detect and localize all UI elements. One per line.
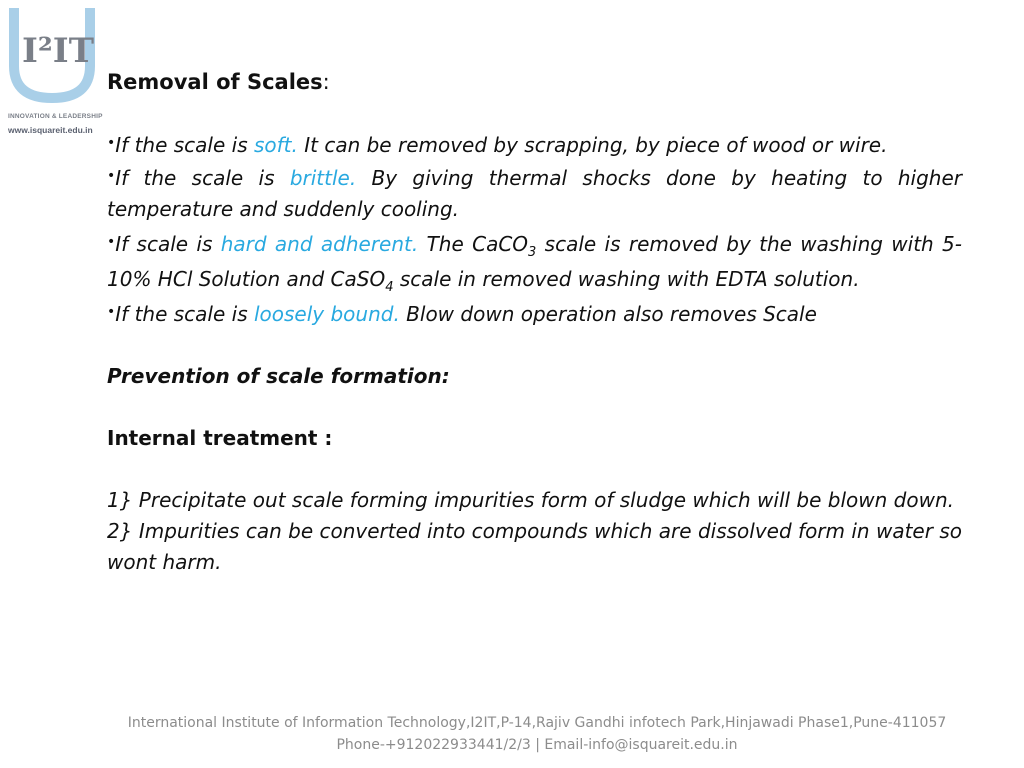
slide-title: [107, 66, 962, 98]
highlight-soft: soft.: [253, 133, 298, 157]
logo-url: www.isquareit.edu.in: [8, 125, 93, 135]
footer-address: International Institute of Information Technology,I2IT,P-14,Rajiv Gandhi infotech Park,Hinjawadi Phase1,Pune-411057: [127, 715, 947, 731]
bullet-soft: •If the scale is soft. It can be removed by scrapping, by piece of wood or wire.: [107, 133, 888, 157]
slide-title-text: Removal of Scales: [107, 70, 323, 94]
point-1: 1} Precipitate out scale forming impurities form of sludge which will be blown down.: [107, 488, 954, 512]
bullet-brittle: •If the scale is brittle. By giving thermal shocks done by heating to higher temperature and suddenly cooling.: [107, 166, 963, 221]
point-2: 2} Impurities can be converted into compounds which are dissolved form in water so wont harm.: [107, 519, 962, 574]
slide-content: [107, 66, 962, 578]
bullet-dot-icon: •: [107, 168, 116, 184]
bullet-dot-icon: •: [107, 234, 116, 250]
i2it-logo-icon: [8, 4, 96, 104]
footer: [0, 712, 1024, 756]
highlight-loose: loosely bound.: [253, 302, 400, 326]
highlight-brittle: brittle.: [289, 166, 357, 190]
slide-title-colon: :: [322, 70, 330, 94]
subscript-4: 4: [385, 280, 394, 295]
prevention-heading: Prevention of scale formation:: [107, 364, 450, 388]
internal-treatment-heading: Internal treatment :: [107, 426, 333, 450]
bullet-loose: •If the scale is loosely bound. Blow down operation also removes Scale: [107, 302, 817, 326]
logo-tagline: INNOVATION & LEADERSHIP: [8, 113, 103, 120]
footer-contact: Phone-+912022933441/2/3 | Email-info@isquareit.edu.in: [336, 737, 738, 753]
bullet-hard: •If scale is hard and adherent. The CaCO$_3$ scale is removed by the washing with 5-10% HCl Solution and CaSO$_4$ scale in removed washing with EDTA solution.: [107, 232, 962, 295]
bullet-dot-icon: •: [107, 135, 116, 151]
subscript-3: 3: [528, 245, 537, 260]
institute-logo: [6, 4, 103, 136]
bullet-dot-icon: •: [107, 304, 116, 320]
logo-mark-text: I²IT: [22, 31, 95, 71]
highlight-hard: hard and adherent.: [220, 232, 419, 256]
